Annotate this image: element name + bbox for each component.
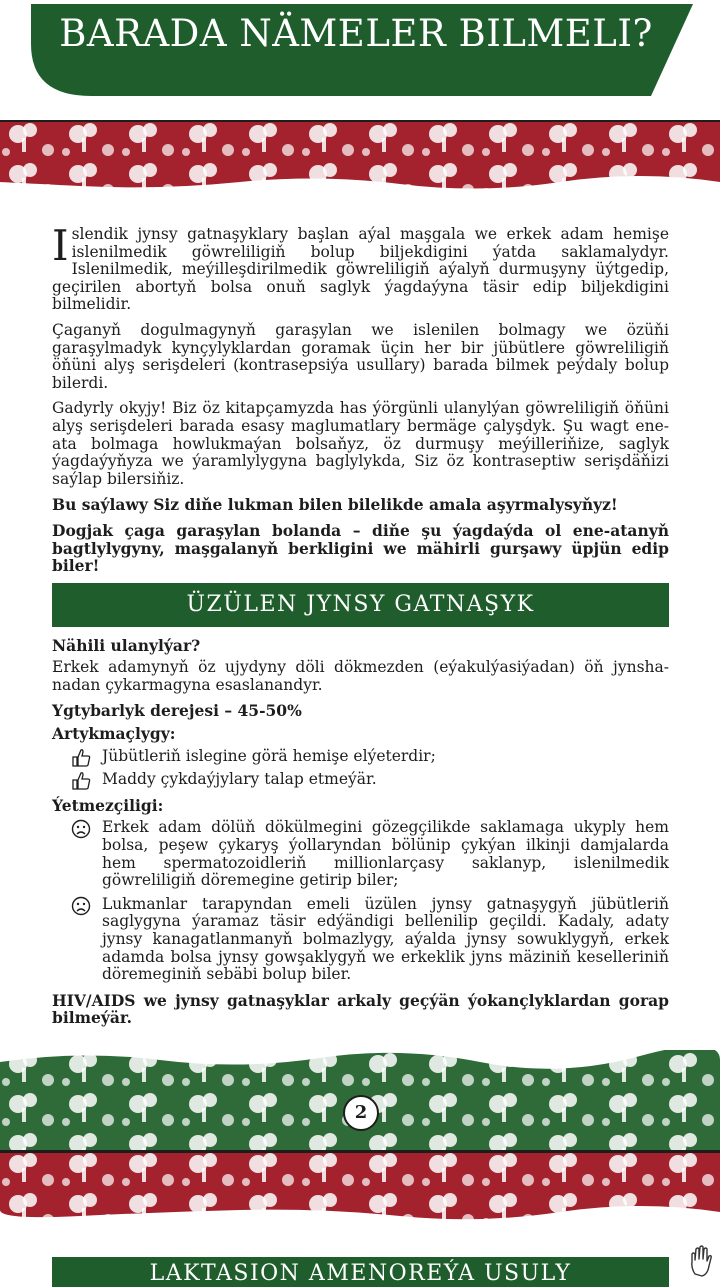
intro-paragraph-3: Gadyrly okyjy! Biz öz kitapçamyzda has ýörgünli ulanylýan göwreliligiň öňüni alyş serişdeleri barada esasy maglumatlary bermäge çalyşdyk. Şu wagt ene-ata bolmaga howlukmaýan bolsaňyz, öz durmuşy meýilleriňize, saglyk ýagdaýyňyza we ýaramlylygyna baglylykda, Siz öz kontraseptiw serişdäňizi saýlap bilersiňiz. (52, 399, 669, 488)
warning-text: HIV/AIDS we jynsy gatnaşyklar arkaly geçýän ýokançlyklardan gorap bilmeýär. (52, 990, 669, 1028)
tree-pattern-red (0, 120, 720, 200)
page-title: BARADA NÄMELER BILMELI? (59, 12, 653, 55)
title-banner (31, 4, 693, 96)
section-heading: ÜZÜLEN JYNSY GATNAŞYK (52, 583, 669, 627)
decorative-band-top (0, 120, 720, 200)
disadvantage-text: Lukmanlar tarapyndan emeli üzülen jynsy gatnaşygyň jübütleriň saglygyna ýaramaz täsir edýändigi bellenilip geçildi. Kadaly, adaty jynsy kanagatlanmanyň bolmazlygy, aýalda jynsy sowuklygyň, erkek adamda bolsa jynsy gowşaklygyň we erkeklik jyns mäziniň keselleriniň döremeginiň sebäbi bolup biler. (102, 894, 669, 984)
next-section-heading: LAKTASION AMENOREÝA USULY (52, 1257, 669, 1287)
list-item (52, 819, 669, 889)
tree-pattern-red-bottom (0, 1150, 720, 1230)
intro-paragraph-2: Çaganyň dogulmagynyň garaşylan we islenilen bolmagy we özüňi garaşylmadyk kynçylyklardan goramak üçin her bir jübütlere göwreliligiň öňüni alyş serişdeleri (kontrasepsiýa usullary) barada bilmek peýdaly bolup bilerdi. (52, 320, 669, 392)
intro-paragraph-5: Dogjak çaga garaşylan bolanda – diňe şu ýagdaýda ol ene-atanyň bagtlylygyny, maşgalanyň berkligini we mähirli gurşawy üpjün edip biler! (52, 520, 669, 576)
advantage-text: Maddy çykdaýjylary talap etmeýär. (102, 770, 377, 789)
thumbs-up-icon (70, 771, 92, 791)
list-item (52, 771, 669, 789)
disadvantage-text: Erkek adam dölüň dökülmegini gözegçilikde saklamaga ukyply hem bolsa, peşew çykaryş ýollaryndan bölünip çykýan ilkinji damjalarda hem spermatozoidleriň millionlarçasy saklanyp, islenilmedik göwreliligiň döremegine getirip biler; (102, 818, 669, 890)
advantage-text: Jübütleriň islegine görä hemişe elýeterdir; (102, 746, 436, 765)
usage-text: Erkek adamynyň öz ujydyny döli dökmezden (eýakulýasiýadan) öň jynsha-nadan çykarmagyna esaslanandyr. (52, 658, 669, 694)
thumbs-up-icon (70, 748, 92, 768)
intro-paragraph-4: Bu saýlawy Siz diňe lukman bilen bilelikde amala aşyrmalysyňyz! (52, 495, 618, 515)
disadvantages-list (52, 819, 669, 983)
sad-face-icon (70, 896, 92, 916)
list-item (52, 896, 669, 984)
list-item (52, 748, 669, 766)
advantages-label: Artykmaçlygy: (52, 724, 176, 744)
drop-cap: I (52, 221, 69, 270)
hand-icon[interactable] (688, 1244, 716, 1278)
main-content (52, 221, 669, 1035)
decorative-band-bottom (0, 1150, 720, 1230)
sad-face-icon (70, 819, 92, 839)
advantages-list (52, 748, 669, 789)
intro-paragraph-1 (52, 221, 669, 314)
disadvantages-label: Ýetmezçiligi: (52, 795, 164, 815)
reliability-text: Ygtybarlyk derejesi – 45-50% (52, 701, 302, 721)
intro-paragraph-1-text: slendik jynsy gatnaşyklary başlan aýal maşgala we erkek adam hemişe islenilmedik göwreliligiň bolup biljekdigini ýatda saklamalydyr. Islenilmedik, meýilleşdirilmedik göwreliligiň aýalyň durmuşyny üýtgedip, geçirilen abortyň bolsa onuň saglyk ýagdaýyna täsir edip biljekdigini bilmelidir. (52, 225, 669, 314)
page-number: 2 (343, 1095, 379, 1131)
usage-label: Nähili ulanylýar? (52, 635, 201, 655)
